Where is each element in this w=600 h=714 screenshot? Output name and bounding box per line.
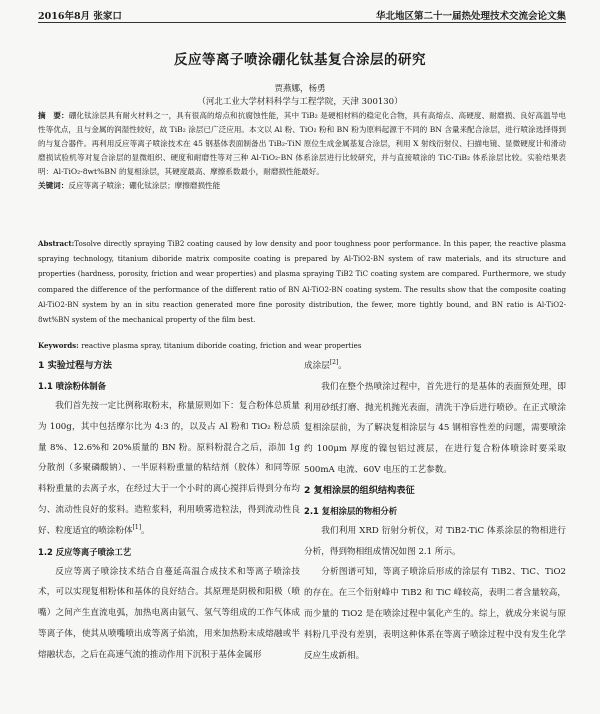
paragraph-xrd-analysis: 分析图谱可知，等离子喷涂后形成的涂层有 TiB2、TiC、TiO2 的存在。在三个衍射峰中 TiB2 和 TiC 峰较高，表明二者含量较高，而少量的 TiO2 是在喷涂过程中氧化产生的。综上，就成分来说与原料粉几乎没有差别，表明这种体系在等离子喷涂过程中没有发生化学反应生成新相。 [304, 567, 566, 661]
keywords-english [38, 340, 566, 352]
abstract-english [38, 236, 566, 327]
paragraph-continuation [304, 356, 566, 377]
paragraph-end: 。 [338, 361, 347, 371]
right-column [304, 356, 566, 666]
keywords-en-label: Keywords: [38, 341, 79, 350]
abstract-cn-text: 硼化钛涂层具有耐火材料之一，具有很高的熔点和抗腐蚀性能，其中 TiB₂ 是硬相材料的稳定化合物，具有高熔点、高硬度、耐磨损、良好高温导电性等优点，且与金属的润湿性较好，故 TiB₂ 涂层已广泛应用。本文以 Al 粉、TiO₂ 粉和 BN 粉为原料起源于不同的 BN 含量来配合涂层，进行喷涂选择得到的与复合器件。再利用反应等离子喷涂技术在 45 钢基体表面制备出 TiB₂-TiN 原位生成金属基复合涂层，利用 X 射线衍射仪、扫描电镜、显微硬度计和滑动磨损试验机等对复合涂层的显微组织、硬度和耐磨性等对三种 Al-TiO₂-BN 体系涂层进行比较研究，并与直接喷涂的 TiC-TiB₂ 体系涂层比较。实验结果表明：Al-TiO₂-8wt%BN 的复相涂层，其硬度最高、摩擦系数最小，耐磨损性能最好。 [38, 111, 566, 176]
abstract-en-text: Tosolve directly spraying TiB2 coating caused by low density and poor toughness poor performance. In this paper, the reactive plasma spraying technology, titanium diboride matrix composite coating is prepared by Al-TiO2-BN system of raw materials, and its structure and properties (hardness, porosity, friction and wear properties) and plasma spraying TiB2 TiC coating system are compared. Furthermore, we study compared the difference of the performance of the different ratio of BN Al-TiO2-BN coating system. The results show that the composite coating Al-TiO2-BN system by an in situ reaction generated more fine porosity distribution, the fewer, more tightly bound, and BN ratio is Al-TiO2-8wt%BN system of the mechanical property of the film best. [38, 239, 566, 325]
paragraph-text: 我们首先按一定比例称取粉末，称量原则如下：复合粉体总质量为 100g，其中包括摩尔比为 4:3 的，以及占 Al 粉和 TiO₂ 粉总质量 8%、12.6%和 20%质量的 BN 粉。原料粉混合之后，添加 1g 分散剂（多聚磷酸钠）、一半原料粉重量的粘结剂（胶体）和同等原料粉重量的去离子水，在经过大于一个小时的离心搅拌后得到分布均匀、流动性良好的浆料。造粒浆料，利用喷雾造粒法，得到流动性良好、粒度适宜的喷涂粉体 [38, 401, 300, 536]
citation-ref: [1] [132, 523, 142, 531]
abstract-en-label: Abstract: [38, 239, 75, 248]
paragraph-text: 成涂层 [304, 361, 330, 371]
abstract-cn-label: 摘 要： [38, 111, 69, 120]
author-list: 贾燕娜，杨勇 [274, 84, 326, 94]
subsection-1-1-heading: 1.1 喷涂粉体制备 [38, 381, 107, 391]
paragraph-xrd-method: 我们利用 XRD 衍射分析仪，对 TiB2-TiC 体系涂层的物相进行分析，得到物相组成情况如图 2.1 所示。 [304, 525, 566, 557]
author-affiliation: （河北工业大学材料科学与工程学院，天津 300130） [197, 97, 403, 107]
paragraph-end: 。 [141, 525, 150, 536]
keywords-cn-text: 反应等离子喷涂；硼化钛涂层；摩擦磨损性能 [68, 181, 221, 190]
paragraph-powder-preparation [38, 396, 300, 542]
header-date-location: 2016年8月 张家口 [38, 11, 122, 22]
paper-title: 反应等离子喷涂硼化钛基复合涂层的研究 [174, 52, 426, 68]
citation-ref: [2] [329, 359, 339, 367]
paragraph-pretreatment: 我们在整个热喷涂过程中，首先进行的是基体的表面预处理，即利用砂纸打磨、抛光机抛光表面，清洗干净后进行喷砂。在正式喷涂复相涂层前，为了解决复相涂层与 45 钢相容性差的问题，需要喷涂约 100μm 厚度的镍包铝过渡层，在进行复合粉体喷涂时要采取 500mA 电流、60V 电压的工艺参数。 [304, 381, 566, 475]
subsection-2-1-heading: 2.1 复相涂层的物相分析 [304, 505, 398, 516]
section-1-heading: 1 实验过程与方法 [38, 360, 112, 371]
running-header [38, 6, 566, 23]
keywords-cn-label: 关键词： [38, 181, 69, 190]
paragraph-spray-process: 反应等离子喷涂技术结合自蔓延高温合成技术和等离子喷涂技术，可以实现复相粉体和基体的良好结合。其原理是阴极和阳极（喷嘴）之间产生直流电弧，加热电离由氩气、氢气等组成的工作气体成等离子体，使其从喷嘴喷出成等离子焰流，用来加热粉末成熔融或半熔融状态，之后在高速气流的推动作用下沉积于基体金属形 [38, 566, 300, 660]
header-proceedings-title: 华北地区第二十一届热处理技术交流会论文集 [375, 11, 566, 22]
keywords-en-text: reactive plasma spray, titanium diboride coating, friction and wear properties [81, 341, 362, 350]
subsection-1-2-heading: 1.2 反应等离子喷涂工艺 [38, 546, 132, 557]
abstract-chinese [38, 109, 566, 193]
section-2-heading: 2 复相涂层的组织结构表征 [304, 484, 415, 496]
left-column [38, 356, 300, 666]
